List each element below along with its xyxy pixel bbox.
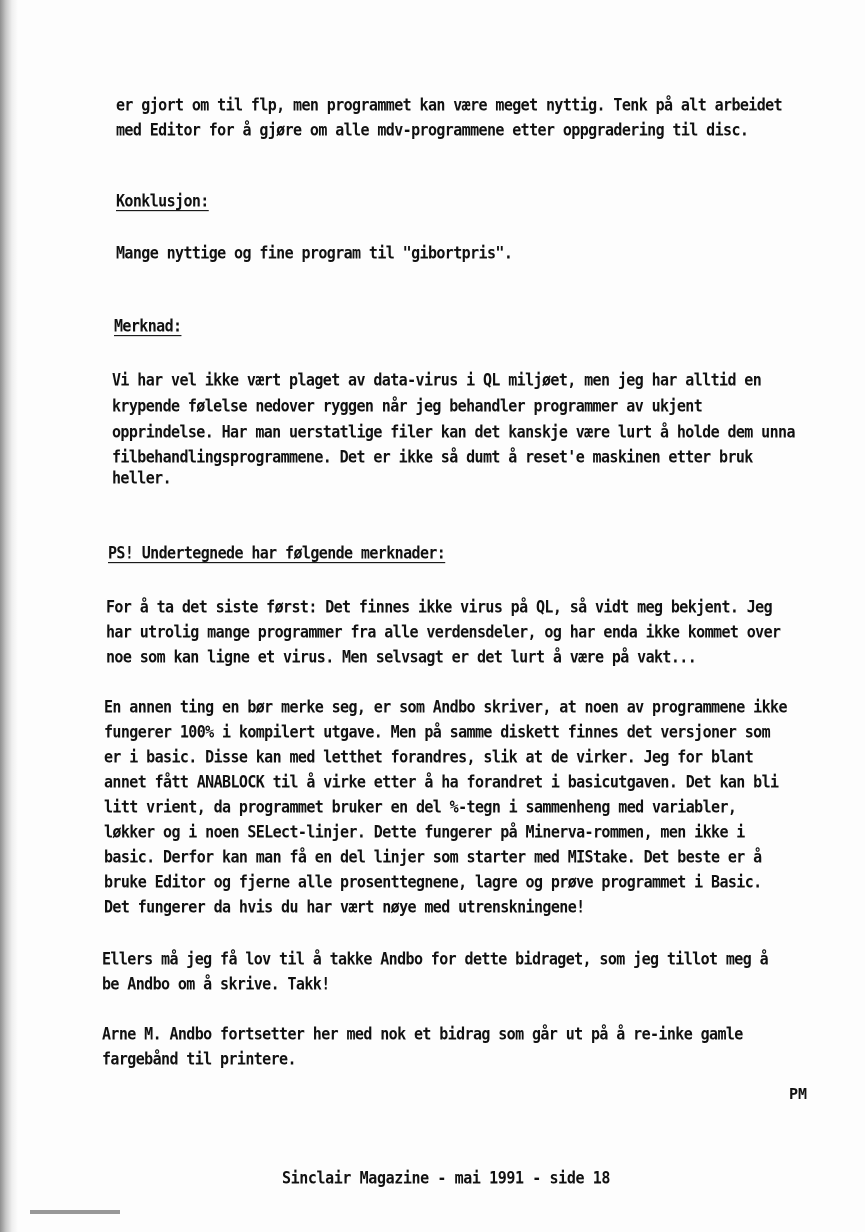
annen-line-8: bruke Editor og fjerne alle prosenttegnene, lagre og prøve programmet i Basic.	[104, 872, 762, 893]
merknad-line-1: Vi har vel ikke vært plaget av data-virus i QL miljøet, men jeg har alltid en	[112, 370, 762, 391]
page-footer: Sinclair Magazine - mai 1991 - side 18	[282, 1168, 610, 1189]
annen-line-2: fungerer 100% i kompilert utgave. Men på samme diskett finnes det versjoner som	[104, 722, 771, 743]
annen-line-9: Det fungerer da hvis du har vært nøye med utrenskningene!	[104, 897, 585, 918]
annen-line-5: litt vrient, da programmet bruker en del %-tegn i sammenheng med variabler,	[104, 797, 737, 818]
ps-line-2: har utrolig mange programmer fra alle verdensdeler, og har enda ikke kommet over	[106, 622, 781, 643]
ps-line-3: noe som kan ligne et virus. Men selvsagt er det lurt å være på vakt...	[106, 647, 697, 668]
arne-line-2: fargebånd til printere.	[102, 1049, 296, 1070]
merknad-line-3: opprindelse. Har man uerstatlige filer kan det kanskje være lurt å holde dem unna	[112, 422, 795, 443]
annen-line-6: løkker og i noen SELect-linjer. Dette fungerer på Minerva-rommen, men ikke i	[104, 822, 745, 843]
merknad-line-4: filbehandlingsprogrammene. Det er ikke så dumt å reset'e maskinen etter bruk	[112, 447, 753, 468]
merknad-line-2: krypende følelse nedover ryggen når jeg behandler programmer av ukjent	[112, 396, 703, 417]
merknad-heading: Merknad:	[114, 316, 182, 337]
arne-line-1: Arne M. Andbo fortsetter her med nok et bidrag som går ut på å re-inke gamle	[102, 1024, 743, 1045]
signoff: PM	[789, 1085, 808, 1103]
konklusjon-text: Mange nyttige og fine program til "gibortpris".	[116, 243, 513, 264]
ellers-line-2: be Andbo om å skrive. Takk!	[102, 974, 330, 995]
ellers-line-1: Ellers må jeg få lov til å takke Andbo for dette bidraget, som jeg tillot meg å	[102, 949, 769, 970]
annen-line-1: En annen ting en bør merke seg, er som Andbo skriver, at noen av programmene ikke	[104, 697, 787, 718]
annen-line-7: basic. Derfor kan man få en del linjer som starter med MIStake. Det beste er å	[104, 847, 762, 868]
ps-line-1: For å ta det siste først: Det finnes ikke virus på QL, så vidt meg bekjent. Jeg	[106, 597, 773, 618]
ps-heading: PS! Undertegnede har følgende merknader:	[108, 543, 446, 564]
merknad-line-5: heller.	[112, 468, 172, 489]
intro-line-2: med Editor for å gjøre om alle mdv-programmene etter oppgradering til disc.	[116, 120, 749, 141]
annen-line-3: er i basic. Disse kan med letthet forandres, slik at de virker. Jeg for blant	[104, 747, 754, 768]
intro-line-1: er gjort om til flp, men programmet kan være meget nyttig. Tenk på alt arbeidet	[116, 95, 783, 116]
annen-line-4: annet fått ANABLOCK til å virke etter å ha forandret i basicutgaven. Det kan bli	[104, 772, 779, 793]
konklusjon-heading: Konklusjon:	[116, 191, 209, 212]
